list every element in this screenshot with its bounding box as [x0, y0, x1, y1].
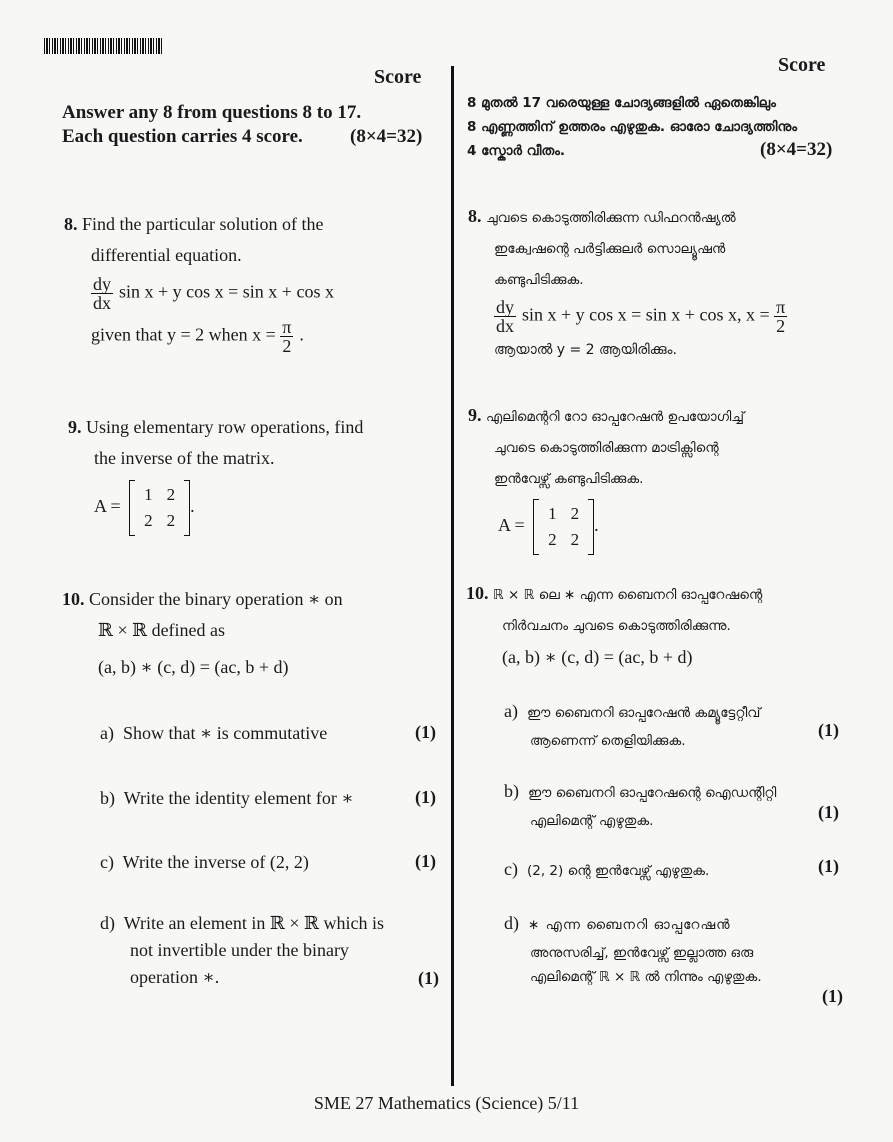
- matrix-cell: 1: [548, 504, 557, 523]
- q9-line2: ചുവടെ കൊടുത്തിരിക്കുന്ന മാട്രിക്സിന്റെ: [494, 440, 719, 456]
- left-instruction-marks: (8×4=32): [350, 126, 423, 147]
- part-text: Show that ∗ is commutative: [122, 723, 328, 743]
- equation-text: sin x + y cos x = sin x + cos x: [119, 281, 334, 302]
- left-q10c-mark: (1): [415, 851, 436, 871]
- right-q10b-mark: (1): [818, 802, 839, 822]
- fraction-numerator: dy: [93, 274, 111, 294]
- part-label: c): [504, 859, 518, 879]
- fraction-denominator: 2: [776, 316, 786, 336]
- q10-definition: (a, b) ∗ (c, d) = (ac, b + d): [98, 657, 289, 677]
- part-text: ആണെന്ന് തെളിയിക്കുക.: [530, 733, 686, 749]
- right-q10: [466, 578, 762, 673]
- right-q8: [468, 201, 793, 366]
- part-text: അനുസരിച്ച്, ഇൻവേഴ്സ് ഇല്ലാത്ത ഒരു: [530, 945, 754, 961]
- part-label: a): [504, 701, 518, 721]
- part-label: b): [100, 788, 115, 808]
- left-q10a-mark: (1): [415, 722, 436, 742]
- q8-line1: Find the particular solution of the: [82, 214, 324, 234]
- left-instruction-line2: Each question carries 4 score.: [62, 126, 303, 147]
- matrix-cell: 2: [570, 530, 580, 549]
- q9-line1: എലിമെന്ററി റോ ഓപ്പറേഷൻ ഉപയോഗിച്ച്: [486, 409, 745, 425]
- derivative-fraction: [91, 275, 113, 312]
- left-q10b-mark: (1): [415, 787, 436, 807]
- q8-given: [64, 318, 334, 355]
- part-text: ഈ ബൈനറി ഓപ്പറേഷൻ കമ്യൂട്ടേറ്റീവ്: [526, 705, 761, 721]
- matrix-cell: 2: [166, 511, 176, 530]
- barcode: [44, 38, 162, 54]
- fraction-numerator: π: [282, 317, 292, 337]
- left-q8: [64, 209, 334, 355]
- right-q9: [468, 400, 744, 555]
- right-q10a: [504, 697, 760, 753]
- question-number: 9.: [468, 405, 482, 425]
- part-label: b): [504, 781, 519, 801]
- part-text: not invertible under the binary: [130, 940, 349, 960]
- q10-line1: ℝ × ℝ ലെ ∗ എന്ന ബൈനറി ഓപ്പറേഷന്റെ: [493, 587, 763, 603]
- q10-line1: Consider the binary operation ∗ on: [89, 589, 343, 609]
- q8-line3: കണ്ടുപിടിക്കുക.: [494, 272, 584, 288]
- page-footer: SME 27 Mathematics (Science) 5/11: [313, 1093, 580, 1113]
- part-text: operation ∗.: [130, 967, 220, 987]
- right-score-label: Score: [778, 54, 826, 76]
- right-instruction-marks: (8×4=32): [760, 139, 833, 160]
- period: .: [594, 515, 599, 536]
- left-q10b: [100, 783, 354, 814]
- question-number: 8.: [468, 206, 482, 226]
- question-number: 9.: [68, 417, 82, 437]
- matrix-cell: 2: [166, 485, 176, 504]
- part-text: Write the inverse of (2, 2): [122, 852, 309, 872]
- q10-definition: (a, b) ∗ (c, d) = (ac, b + d): [502, 647, 693, 667]
- q9-line1: Using elementary row operations, find: [86, 417, 364, 437]
- q9-line3: ഇൻവേഴ്സ് കണ്ടുപിടിക്കുക.: [494, 471, 644, 487]
- matrix-A: [533, 499, 594, 555]
- pi-over-two: [280, 318, 293, 355]
- right-q10a-mark: (1): [818, 720, 839, 740]
- matrix-A: [129, 480, 190, 536]
- left-q10: [62, 584, 343, 683]
- q8-line2: differential equation.: [91, 245, 242, 265]
- pi-over-two: [774, 298, 787, 335]
- right-q10b: [504, 777, 776, 833]
- q8-line1: ചുവടെ കൊടുത്തിരിക്കുന്ന ഡിഫറൻഷ്യൽ: [486, 210, 736, 226]
- part-text: എലിമെന്റ് ℝ × ℝ ൽ നിന്നും എഴുതുക.: [530, 969, 762, 985]
- right-q10c: [504, 854, 709, 887]
- part-label: d): [100, 913, 115, 933]
- left-q9: [68, 412, 363, 536]
- right-instruction-line2: 8 എണ്ണത്തിന് ഉത്തരം എഴുതുക. ഓരോ ചോദ്യത്തിനും: [467, 119, 797, 135]
- column-divider: [451, 66, 454, 1086]
- q9-matrix-expression: [68, 480, 363, 536]
- matrix-cell: 2: [548, 530, 557, 549]
- part-text: എലിമെന്റ് എഴുതുക.: [530, 813, 654, 829]
- left-q10a: [100, 718, 327, 749]
- fraction-denominator: dx: [93, 293, 111, 313]
- left-score-label: Score: [374, 66, 422, 88]
- q8-given: ആയാൽ y = 2 ആയിരിക്കും.: [494, 342, 677, 358]
- part-text: (2, 2) ന്റെ ഇൻവേഴ്സ് എഴുതുക.: [526, 863, 710, 879]
- part-label: a): [100, 723, 114, 743]
- part-text: Write the identity element for ∗: [123, 788, 354, 808]
- right-q10c-mark: (1): [818, 856, 839, 876]
- period: .: [299, 324, 304, 345]
- part-label: d): [504, 913, 519, 933]
- q9-matrix-expression: [468, 499, 744, 555]
- matrix-cell: 2: [144, 511, 153, 530]
- q9-line2: the inverse of the matrix.: [94, 448, 275, 468]
- part-text: Write an element in ℝ × ℝ which is: [123, 913, 384, 933]
- question-number: 10.: [466, 583, 489, 603]
- fraction-denominator: dx: [496, 316, 514, 336]
- matrix-cell: 1: [144, 485, 153, 504]
- period: .: [190, 496, 195, 517]
- fraction-numerator: dy: [496, 297, 514, 317]
- left-instruction-line1: Answer any 8 from questions 8 to 17.: [62, 102, 362, 123]
- part-label: c): [100, 852, 114, 872]
- q10-line2: നിർവചനം ചുവടെ കൊടുത്തിരിക്കുന്നു.: [502, 618, 731, 634]
- q8-equation: [468, 298, 793, 335]
- right-instruction-line1: 8 മുതൽ 17 വരെയുള്ള ചോദ്യങ്ങളിൽ ഏതെങ്കിലും: [467, 95, 776, 111]
- matrix-cell: 2: [570, 504, 580, 523]
- derivative-fraction: [494, 298, 516, 335]
- left-q10c: [100, 847, 309, 878]
- question-number: 8.: [64, 214, 78, 234]
- matrix-lhs: A =: [498, 515, 525, 536]
- q8-line2: ഇക്വേഷന്റെ പർട്ടിക്കുലർ സൊല്യൂഷൻ: [494, 241, 726, 257]
- part-text: ഈ ബൈനറി ഓപ്പറേഷന്റെ ഐഡന്റിറ്റി: [528, 785, 777, 801]
- matrix-lhs: A =: [94, 496, 121, 517]
- q10-line2: ℝ × ℝ defined as: [98, 620, 226, 640]
- question-number: 10.: [62, 589, 85, 609]
- left-q10d: [100, 910, 384, 991]
- right-q10d-mark: (1): [822, 986, 843, 1006]
- left-q10d-mark: (1): [418, 968, 439, 988]
- q8-equation: [64, 275, 334, 312]
- part-text: ∗ എന്ന ബൈനറി ഓപ്പറേഷൻ: [528, 917, 731, 933]
- fraction-numerator: π: [776, 297, 786, 317]
- given-text: given that y = 2 when x =: [91, 324, 276, 345]
- equation-text: sin x + y cos x = sin x + cos x, x =: [522, 304, 770, 325]
- right-q10d: [504, 910, 762, 989]
- right-instruction-line3: 4 സ്കോർ വീതം.: [467, 143, 566, 159]
- fraction-denominator: 2: [282, 336, 292, 356]
